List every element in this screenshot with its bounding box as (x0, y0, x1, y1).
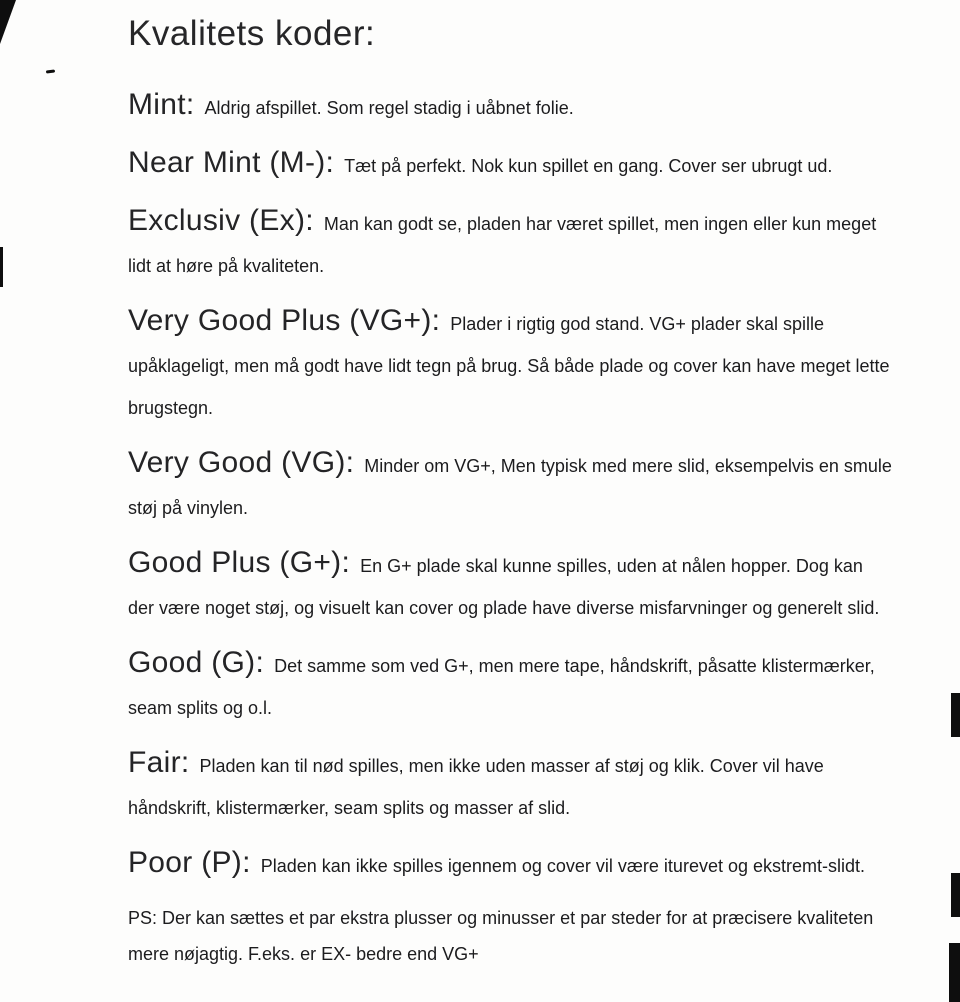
grade-description: Aldrig afspillet. Som regel stadig i uåbnet folie. (204, 98, 574, 118)
scan-mark-dash (46, 69, 55, 73)
grade-entry-very-good-plus (128, 300, 892, 429)
scan-mark-top-left (0, 0, 16, 44)
grade-entry-exclusiv (128, 200, 892, 287)
scan-mark-left-edge (0, 247, 3, 287)
grade-entry-good (128, 642, 892, 729)
grade-entry-near-mint (128, 142, 892, 187)
grade-description: Pladen kan til nød spilles, men ikke uden masser af støj og klik. Cover vil have håndskrift, klistermærker, seam splits og masser af slid. (128, 756, 824, 818)
document-content (128, 10, 892, 972)
scan-mark-right-edge-1 (951, 693, 960, 737)
grade-description: Det samme som ved G+, men mere tape, håndskrift, påsatte klistermærker, seam splits og o.l. (128, 656, 875, 718)
grade-term: Good (G): (128, 646, 265, 679)
grade-term: Mint: (128, 88, 195, 121)
grade-description: Man kan godt se, pladen har været spillet, men ingen eller kun meget lidt at høre på kvaliteten. (128, 214, 877, 276)
grade-term: Exclusiv (Ex): (128, 204, 314, 237)
grade-term: Very Good (VG): (128, 446, 355, 479)
grade-entry-poor (128, 842, 892, 887)
grade-term: Near Mint (M-): (128, 146, 335, 179)
scan-mark-right-edge-2 (951, 873, 960, 917)
grade-description: Tæt på perfekt. Nok kun spillet en gang. Cover ser ubrugt ud. (344, 156, 833, 176)
grade-term: Good Plus (G+): (128, 546, 351, 579)
grade-description: Minder om VG+, Men typisk med mere slid, eksempelvis en smule støj på vinylen. (128, 456, 892, 518)
grade-entry-mint (128, 84, 892, 129)
grade-entry-good-plus (128, 542, 892, 629)
grade-entry-very-good (128, 442, 892, 529)
document-title: Kvalitets koder: (128, 14, 376, 53)
grade-description: En G+ plade skal kunne spilles, uden at nålen hopper. Dog kan der være noget støj, og visuelt kan cover og plade have diverse misfarvninger og generelt slid. (128, 556, 880, 618)
footnote-ps: PS: Der kan sættes et par ekstra plusser og minusser et par steder for at præcisere kvaliteten mere nøjagtig. F.eks. er EX- bedre end VG+ (128, 908, 874, 964)
grade-entry-fair (128, 742, 892, 829)
grade-description: Pladen kan ikke spilles igennem og cover vil være iturevet og ekstremt-slidt. (260, 856, 865, 876)
grade-term: Fair: (128, 746, 190, 779)
grade-term: Poor (P): (128, 846, 251, 879)
scan-mark-bottom-right (949, 943, 960, 1002)
grade-term: Very Good Plus (VG+): (128, 304, 441, 337)
grade-description: Plader i rigtig god stand. VG+ plader skal spille upåklageligt, men må godt have lidt tegn på brug. Så både plade og cover kan have meget lette brugstegn. (128, 314, 890, 418)
